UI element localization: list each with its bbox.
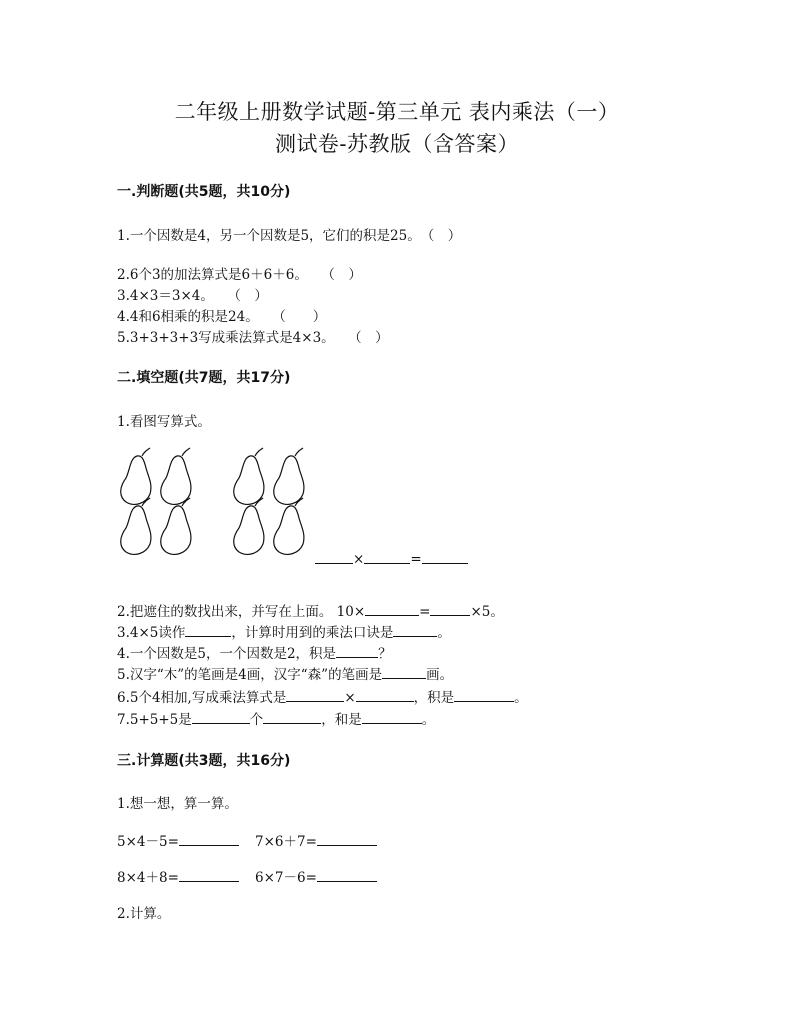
question-item: 2.6个3的加法算式是6＋6＋6。 （ ） (117, 267, 362, 283)
pear-icon (121, 498, 151, 554)
calc-expression: 8×4＋8= (117, 866, 239, 886)
question-item: 1.一个因数是4，另一个因数是5，它们的积是25。 （ ） (117, 228, 462, 244)
pear-icon (234, 448, 264, 504)
answer-blank[interactable] (364, 549, 410, 564)
question-item: 3.4×3＝3×4。 （ ） (117, 288, 268, 304)
section-heading-calculation: 三.计算题(共3题，共16分) (117, 753, 291, 769)
pears-illustration (115, 445, 315, 560)
pear-icon (121, 448, 151, 504)
answer-blank[interactable] (382, 665, 426, 680)
question-item: 4.4和6相乘的积是24。 （ ） (117, 309, 327, 325)
pear-icon (274, 448, 304, 504)
pear-icon (234, 498, 264, 554)
question-item: 6.5个4相加,写成乘法算式是 × ，积是 。 (117, 686, 528, 706)
question-item: 5.汉字“木”的笔画是4画，汉字“森”的笔画是 画。 (117, 663, 453, 683)
question-item: 7.5+5+5是 个 ，和是 。 (117, 708, 435, 728)
answer-blank[interactable] (317, 868, 377, 883)
answer-blank[interactable] (179, 832, 239, 847)
answer-blank[interactable] (315, 549, 353, 564)
page-title-line1: 二年级上册数学试题-第三单元 表内乘法（一） (174, 100, 620, 124)
calc-expression: 5×4－5= (117, 830, 239, 850)
section-heading-fill-blank: 二.填空题(共7题，共17分) (117, 370, 291, 386)
question-item: 2.把遮住的数找出来，并写在上面。 10× = ×5。 (117, 600, 504, 620)
pear-icon (161, 498, 191, 554)
answer-blank[interactable] (286, 688, 344, 703)
question-item: 5.3+3+3+3写成乘法算式是4×3。 （ ） (117, 330, 389, 346)
question-item: 3.4×5读作 ，计算时用到的乘法口诀是 。 (117, 621, 451, 641)
answer-blank[interactable] (430, 602, 470, 617)
section-heading-judgement: 一.判断题(共5题，共10分) (117, 184, 291, 200)
pear-icon (161, 448, 191, 504)
question-item: 4.一个因数是5，一个因数是2，积是 ？ (117, 642, 392, 662)
answer-blank[interactable] (454, 688, 514, 703)
answer-blank[interactable] (365, 602, 419, 617)
question-label: 1.想一想，算一算。 (117, 796, 238, 812)
answer-blank[interactable] (356, 688, 414, 703)
question-label: 1.看图写算式。 (117, 414, 211, 430)
pear-icon (274, 498, 304, 554)
answer-blank[interactable] (422, 549, 468, 564)
answer-blank[interactable] (192, 710, 250, 725)
answer-blank[interactable] (362, 710, 422, 725)
answer-blank[interactable] (263, 710, 321, 725)
answer-blank[interactable] (179, 868, 239, 883)
answer-blank[interactable] (185, 623, 231, 638)
answer-blank[interactable] (336, 644, 378, 659)
page-title-line2: 测试卷-苏教版（含答案） (274, 132, 520, 156)
answer-blank[interactable] (317, 832, 377, 847)
answer-blank[interactable] (393, 623, 437, 638)
calc-expression: 7×6＋7= (255, 830, 377, 850)
calc-expression: 6×7－6= (255, 866, 377, 886)
equation-blanks: × = (315, 549, 468, 568)
question-label: 2.计算。 (117, 906, 171, 922)
